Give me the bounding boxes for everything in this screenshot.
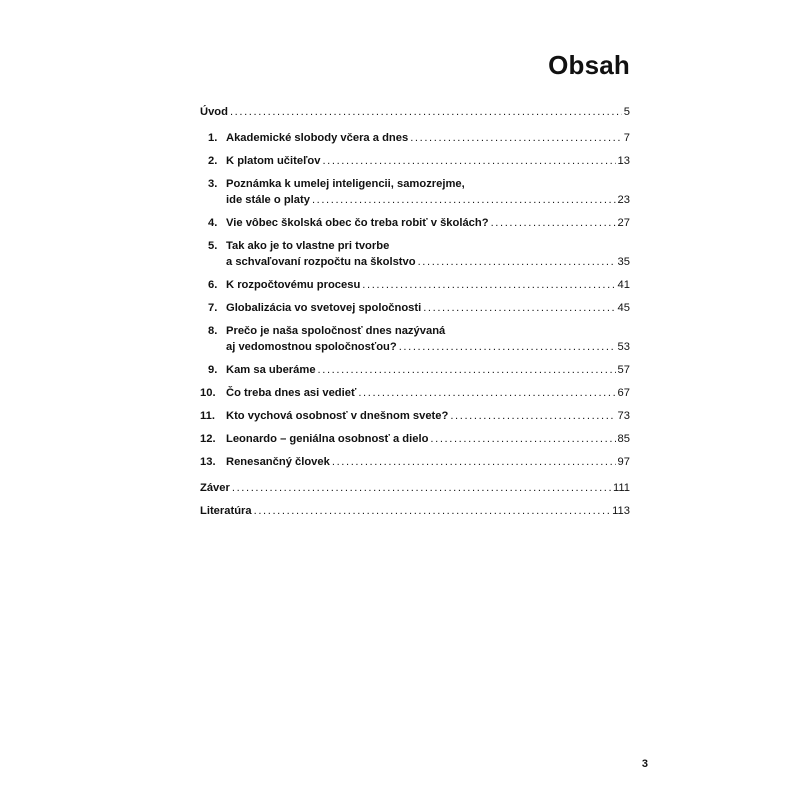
toc-page-number: 35: [617, 256, 630, 268]
toc-page-number: 85: [617, 433, 630, 445]
toc-entry-zaver[interactable]: [200, 480, 630, 496]
dot-leader: [418, 254, 616, 270]
toc-entry-chapter-13[interactable]: [200, 454, 630, 470]
toc-entry-text: Čo treba dnes asi vedieť: [226, 387, 357, 399]
toc-entry-chapter-11[interactable]: [200, 408, 630, 424]
toc-page-number: 73: [617, 410, 630, 422]
toc-chapter-number: 5.: [208, 240, 218, 252]
toc-entry-chapter-9[interactable]: [200, 362, 630, 378]
toc-chapter-number: 7.: [208, 302, 218, 314]
dot-leader: [358, 385, 615, 401]
toc-chapter-number: 1.: [208, 132, 218, 144]
dot-leader: [318, 362, 616, 378]
toc-entry-chapter-1[interactable]: [200, 130, 630, 146]
dot-leader: [399, 339, 616, 355]
toc-entry-text: Prečo je naša spoločnosť dnes nazývaná: [226, 325, 446, 337]
page-title: Obsah: [548, 50, 630, 80]
toc-chapter-number: 3.: [208, 178, 218, 190]
toc-entry-text: Poznámka k umelej inteligencii, samozrejme,: [226, 178, 465, 190]
dot-leader: [362, 277, 615, 293]
dot-leader: [254, 503, 611, 519]
toc-entry-text: Tak ako je to vlastne pri tvorbe: [226, 240, 390, 252]
dot-leader: [450, 408, 615, 424]
toc-entry-chapter-3[interactable]: [200, 176, 630, 208]
dot-leader: [423, 300, 615, 316]
toc-chapter-number: 13.: [200, 456, 216, 468]
toc-chapter-number: 4.: [208, 217, 218, 229]
toc-page-number: 13: [617, 155, 630, 167]
toc-entry-chapter-4[interactable]: [200, 215, 630, 231]
dot-leader: [322, 153, 615, 169]
toc-page-number: 53: [617, 341, 630, 353]
toc-page-number: 7: [623, 132, 630, 144]
toc-entry-chapter-6[interactable]: [200, 277, 630, 293]
toc-chapter-number: 11.: [200, 410, 215, 422]
toc-page-number: 45: [617, 302, 630, 314]
dot-leader: [332, 454, 616, 470]
toc-entry-text: Akademické slobody včera a dnes: [226, 132, 409, 144]
toc-entry-text: Vie vôbec školská obec čo treba robiť v školách?: [226, 217, 489, 229]
toc-entry-text-continued: ide stále o platy: [226, 194, 310, 206]
table-of-contents: [200, 104, 630, 519]
toc-page-number: 111: [612, 482, 630, 494]
dot-leader: [232, 480, 611, 496]
toc-entry-text: Globalizácia vo svetovej spoločnosti: [226, 302, 422, 314]
toc-chapter-number: 6.: [208, 279, 218, 291]
toc-entry-chapter-7[interactable]: [200, 300, 630, 316]
dot-leader: [410, 130, 622, 146]
toc-page-number: 113: [612, 505, 630, 517]
dot-leader: [491, 215, 616, 231]
toc-page-number: 67: [617, 387, 630, 399]
toc-page-number: 97: [617, 456, 630, 468]
toc-entry-chapter-12[interactable]: [200, 431, 630, 447]
toc-entry-text: Záver: [200, 482, 230, 494]
toc-entry-text: K rozpočtovému procesu: [226, 279, 361, 291]
toc-chapter-number: 10.: [200, 387, 216, 399]
toc-entry-text: K platom učiteľov: [226, 155, 321, 167]
toc-entry-text: Kto vychová osobnosť v dnešnom svete?: [226, 410, 449, 422]
dot-leader: [230, 104, 622, 120]
toc-entry-text-continued: a schvaľovaní rozpočtu na školstvo: [226, 256, 416, 268]
toc-page-number: 5: [623, 106, 630, 118]
toc-page-number: 57: [617, 364, 630, 376]
toc-page-number: 41: [617, 279, 630, 291]
toc-entry-text-continued: aj vedomostnou spoločnosťou?: [226, 341, 397, 353]
toc-page-number: 23: [617, 194, 630, 206]
toc-entry-chapter-8[interactable]: [200, 323, 630, 355]
toc-chapter-number: 9.: [208, 364, 218, 376]
dot-leader: [430, 431, 615, 447]
dot-leader: [312, 192, 616, 208]
toc-entry-chapter-5[interactable]: [200, 238, 630, 270]
toc-entry-uvod[interactable]: [200, 104, 630, 120]
page-number-footer: 3: [641, 758, 648, 770]
toc-chapter-number: 8.: [208, 325, 218, 337]
toc-entry-chapter-10[interactable]: [200, 385, 630, 401]
toc-page-number: 27: [617, 217, 630, 229]
toc-entry-text: Kam sa uberáme: [226, 364, 316, 376]
toc-entry-text: Literatúra: [200, 505, 252, 517]
toc-entry-text: Leonardo – geniálna osobnosť a dielo: [226, 433, 429, 445]
toc-entry-literatura[interactable]: [200, 503, 630, 519]
toc-entry-text: Renesančný človek: [226, 456, 330, 468]
toc-chapter-number: 12.: [200, 433, 216, 445]
toc-entry-text: Úvod: [200, 106, 228, 118]
toc-entry-chapter-2[interactable]: [200, 153, 630, 169]
toc-chapter-number: 2.: [208, 155, 218, 167]
